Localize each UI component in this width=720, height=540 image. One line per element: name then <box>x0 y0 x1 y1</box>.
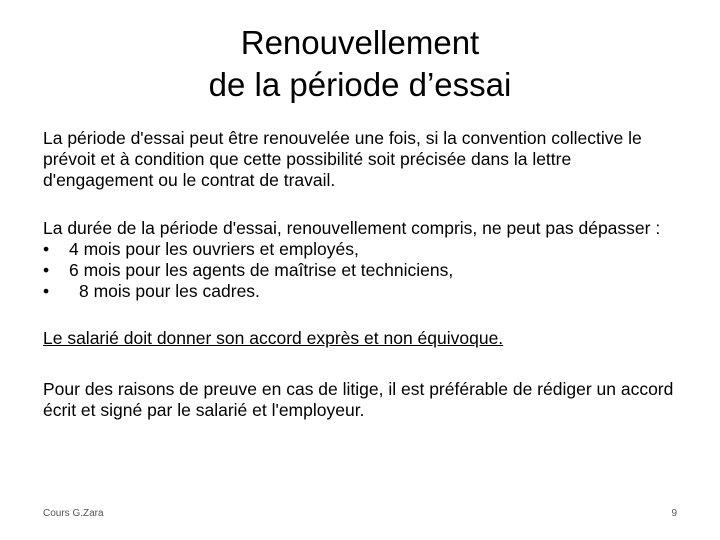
list-item-text: 6 mois pour les agents de maîtrise et techniciens, <box>69 260 454 280</box>
list-item-text: 4 mois pour les ouvriers et employés, <box>69 239 359 259</box>
bullet-icon: • <box>43 281 50 301</box>
list-item <box>43 260 683 281</box>
list-item-text: 8 mois pour les cadres. <box>79 281 260 301</box>
paragraph-consent-emphasis: Le salarié doit donner son accord exprès et non équivoque. <box>43 328 504 348</box>
paragraph-proof-advice: Pour des raisons de preuve en cas de litige, il est préférable de rédiger un accord écrit et signé par le salarié et l'employeur. <box>43 379 674 420</box>
slide-content <box>43 128 683 421</box>
list-item <box>43 239 683 260</box>
bullet-icon: • <box>43 239 50 259</box>
title-line-1: Renouvellement <box>240 24 480 61</box>
bullet-icon: • <box>43 260 50 280</box>
list-item <box>43 281 683 302</box>
duration-list <box>43 239 683 302</box>
footer-author: Cours G.Zara <box>43 508 104 519</box>
paragraph-renewal-conditions: La période d'essai peut être renouvelée une fois, si la convention collective le prévoit et à condition que cette possibilité soit précisée dans la lettre d'engagement ou le contrat de travail. <box>43 128 642 190</box>
page-number: 9 <box>671 508 677 519</box>
title-line-2: de la période d’essai <box>208 66 512 103</box>
slide-title <box>0 22 720 106</box>
paragraph-duration-intro: La durée de la période d'essai, renouvellement compris, ne peut pas dépasser : <box>43 218 661 238</box>
